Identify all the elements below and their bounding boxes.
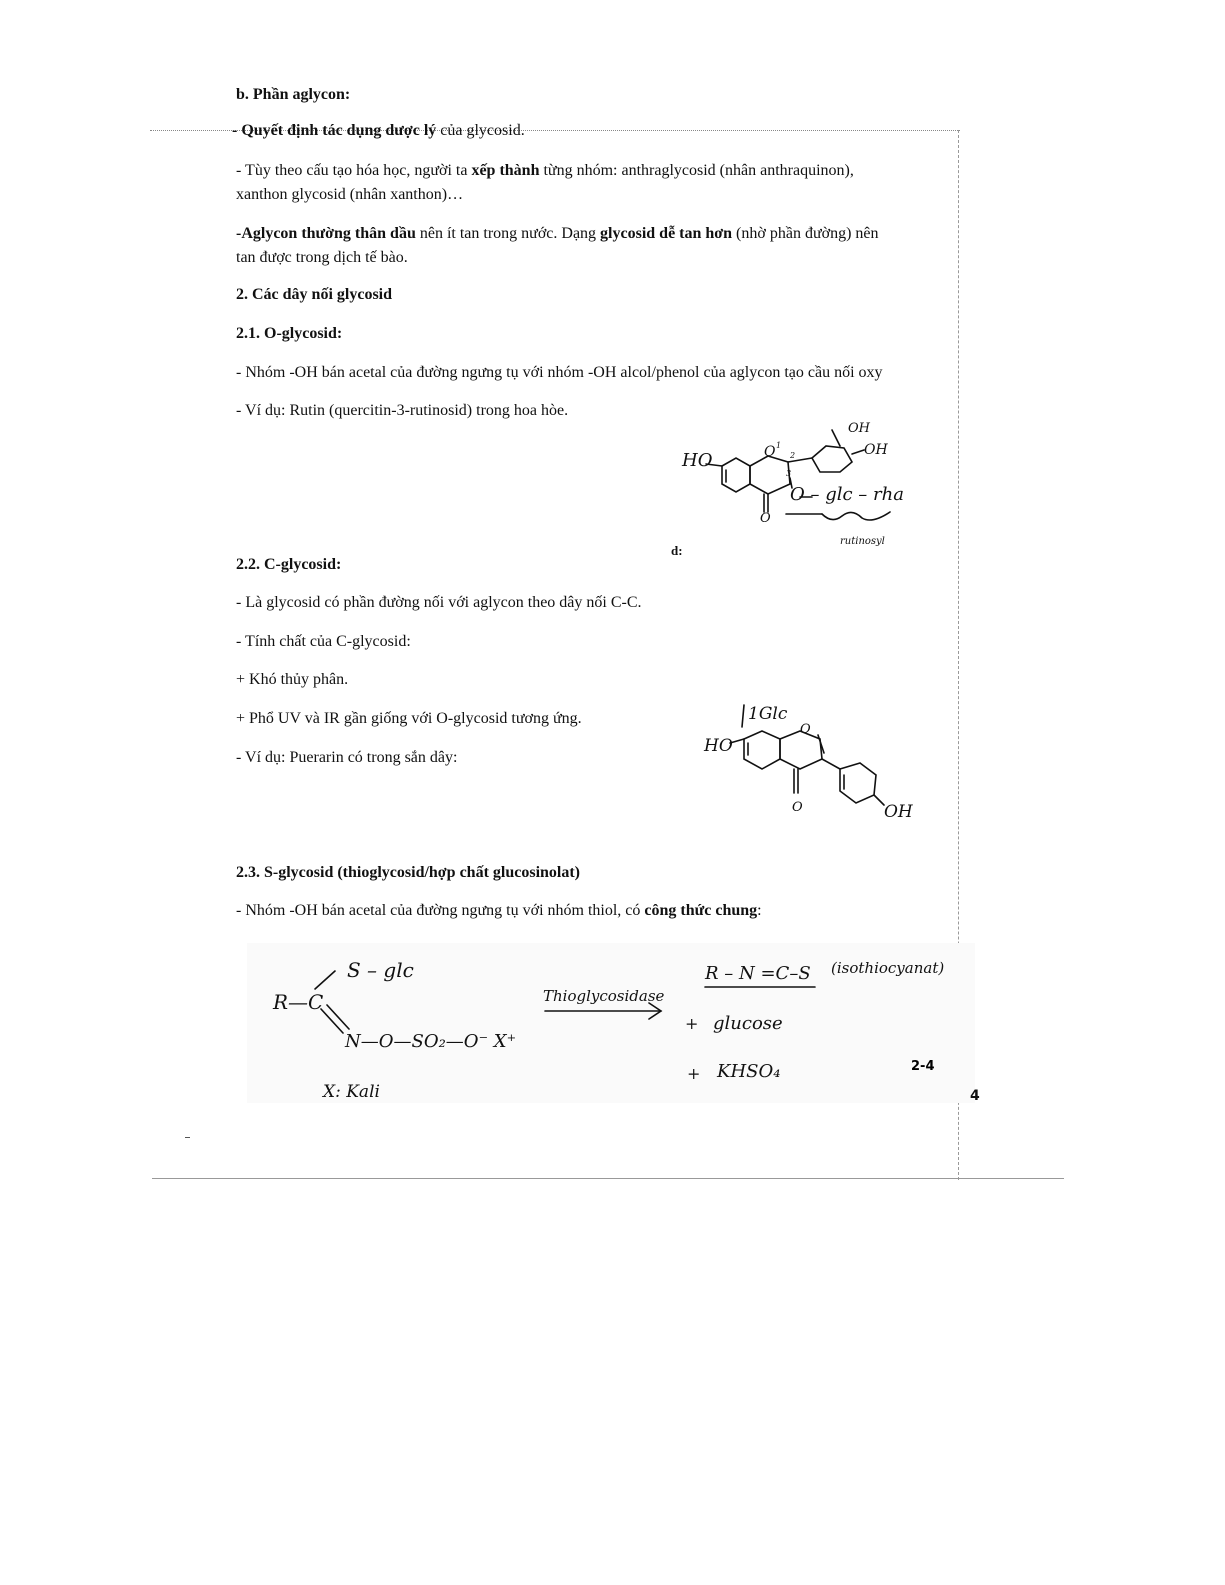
rutinosyl-brace: [822, 512, 890, 520]
rutin-glc-rha: O – glc – rha: [790, 484, 904, 505]
slide-number: 2-4: [911, 1059, 935, 1074]
reaction-glucose: glucose: [713, 1013, 783, 1034]
s-glycosid-line-1-b: :: [757, 902, 762, 919]
page-number: 4: [970, 1088, 980, 1104]
aglycon-line-1: [232, 119, 525, 143]
aglycon-line-2: [236, 159, 854, 183]
rutin-ring-b: [812, 446, 852, 472]
page-bottom-rule: [152, 1178, 1064, 1179]
heading-o-glycosid: 2.1. O-glycosid:: [236, 325, 343, 342]
s-glycosid-line-1-bold: công thức chung: [644, 902, 758, 919]
reaction-plus-2: +: [687, 1064, 701, 1083]
rutin-ring-c: [750, 456, 790, 494]
reaction-r-c: R—C: [273, 990, 324, 1014]
reaction-product-isothiocyanate: R – N =C–S: [705, 963, 811, 984]
puerarin-glc-label: 1Glc: [748, 704, 788, 724]
o-glycosid-example: - Ví dụ: Rutin (quercitin-3-rutinosid) trong hoa hòe.: [236, 402, 569, 419]
puerarin-ring-b: [840, 763, 876, 803]
reaction-enzyme-label: Thioglycosidase: [543, 987, 665, 1005]
puerarin-structure-sketch: [700, 693, 920, 833]
aglycon-line-3-bold-1: -Aglycon thường thân dầu: [236, 225, 416, 242]
puerarin-ring-a: [744, 731, 780, 769]
puerarin-carbonyl-o: O: [792, 800, 803, 815]
aglycon-line-2-cont: xanthon glycosid (nhân xanthon)…: [236, 186, 464, 203]
rutin-structure-sketch: [672, 418, 922, 548]
aglycon-line-2-a: - Tùy theo cấu tạo hóa học, người ta: [236, 162, 472, 179]
rutin-ho-label: HO: [682, 450, 713, 471]
stray-d-label: d:: [671, 543, 683, 558]
rutin-oh-right: OH: [864, 442, 888, 458]
thioglycoside-reaction-sketch: [247, 943, 975, 1103]
reaction-plus-1: +: [685, 1014, 699, 1033]
reaction-khso4: KHSO₄: [717, 1061, 781, 1082]
aglycon-line-1-bold: - Quyết định tác dụng dược lý: [232, 122, 437, 139]
aglycon-line-3-b: (nhờ phần đường) nên: [732, 225, 879, 242]
rutin-rutinosyl-label: rutinosyl: [840, 536, 885, 547]
aglycon-line-3-a: nên ít tan trong nước. Dạng: [415, 225, 601, 242]
rutin-num-2: 2: [790, 451, 796, 460]
s-glycosid-line-1: [236, 899, 762, 923]
rutin-carbonyl-o: O: [760, 511, 771, 526]
stray-mark: [185, 1137, 190, 1138]
c-glycosid-line-2: - Tính chất của C-glycosid:: [236, 633, 411, 650]
s-glycosid-line-1-a: - Nhóm -OH bán acetal của đường ngưng tụ với nhóm thiol, có: [236, 902, 645, 919]
puerarin-oh-label: OH: [884, 802, 913, 822]
heading-s-glycosid: 2.3. S-glycosid (thioglycosid/hợp chất glucosinolat): [236, 864, 581, 881]
c-glycosid-line-4: + Phổ UV và IR gần giống với O-glycosid tương ứng.: [236, 710, 582, 727]
aglycon-line-3-bold-2: glycosid dễ tan hơn: [600, 225, 733, 242]
reaction-s-glc: S – glc: [347, 958, 414, 982]
rutin-ring-oxygen: O: [764, 444, 776, 460]
aglycon-line-2-bold: xếp thành: [471, 162, 540, 179]
aglycon-line-1-rest: của glycosid.: [436, 122, 525, 139]
heading-glycosid-bonds: 2. Các dây nối glycosid: [236, 286, 393, 303]
c-glycosid-line-3: + Khó thủy phân.: [236, 671, 349, 688]
o-glycosid-line-1: - Nhóm -OH bán acetal của đường ngưng tụ với nhóm -OH alcol/phenol của aglycon tạo cầu nối oxy: [236, 364, 883, 381]
aglycon-line-3-cont: tan được trong dịch tế bào.: [236, 249, 408, 266]
reaction-isothiocyanat-note: (isothiocyanat): [831, 959, 945, 977]
heading-c-glycosid: 2.2. C-glycosid:: [236, 556, 342, 573]
rutin-num-3: 3: [786, 469, 792, 478]
heading-aglycon: b. Phần aglycon:: [236, 86, 351, 103]
aglycon-line-2-b: từng nhóm: anthraglycosid (nhân anthraquinon),: [539, 162, 854, 179]
rutin-num-1: 1: [776, 441, 782, 450]
reaction-n-o-so2-o-x: N—O—SO₂—O⁻ X⁺: [345, 1031, 517, 1052]
aglycon-line-3: [236, 222, 879, 246]
puerarin-ho-label: HO: [704, 736, 733, 756]
rutin-oh-top: OH: [848, 421, 870, 436]
c-glycosid-example: - Ví dụ: Puerarin có trong sắn dây:: [236, 749, 458, 766]
puerarin-ring-oxygen: O: [800, 722, 811, 737]
reaction-x-kali: X: Kali: [323, 1082, 380, 1102]
c-glycosid-line-1: - Là glycosid có phần đường nối với aglycon theo dây nối C-C.: [236, 594, 642, 611]
